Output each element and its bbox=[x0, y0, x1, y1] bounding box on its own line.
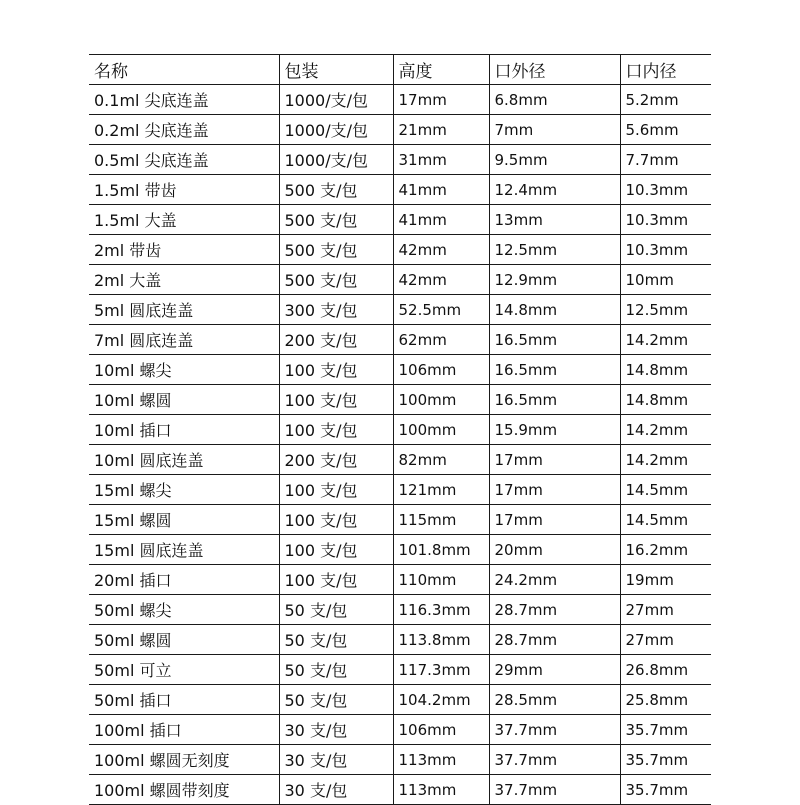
cell-packaging: 100 支/包 bbox=[279, 505, 393, 535]
cell-height: 104.2mm bbox=[393, 685, 489, 715]
cell-packaging: 500 支/包 bbox=[279, 265, 393, 295]
cell-inner-diameter: 16.2mm bbox=[620, 535, 711, 565]
cell-inner-diameter: 14.2mm bbox=[620, 445, 711, 475]
table-row bbox=[89, 115, 711, 145]
cell-outer-diameter: 28.7mm bbox=[489, 595, 620, 625]
table-row bbox=[89, 655, 711, 685]
cell-packaging: 300 支/包 bbox=[279, 295, 393, 325]
cell-packaging: 500 支/包 bbox=[279, 175, 393, 205]
table-row bbox=[89, 355, 711, 385]
cell-outer-diameter: 28.5mm bbox=[489, 685, 620, 715]
cell-inner-diameter: 27mm bbox=[620, 595, 711, 625]
cell-inner-diameter: 14.2mm bbox=[620, 415, 711, 445]
cell-outer-diameter: 16.5mm bbox=[489, 385, 620, 415]
table-row bbox=[89, 145, 711, 175]
cell-name: 5ml 圆底连盖 bbox=[89, 295, 279, 325]
cell-packaging: 50 支/包 bbox=[279, 625, 393, 655]
header-name: 名称 bbox=[89, 55, 279, 85]
cell-packaging: 30 支/包 bbox=[279, 715, 393, 745]
cell-packaging: 50 支/包 bbox=[279, 595, 393, 625]
cell-packaging: 30 支/包 bbox=[279, 745, 393, 775]
cell-name: 50ml 可立 bbox=[89, 655, 279, 685]
cell-height: 42mm bbox=[393, 265, 489, 295]
cell-name: 100ml 螺圆无刻度 bbox=[89, 745, 279, 775]
cell-outer-diameter: 15.9mm bbox=[489, 415, 620, 445]
cell-outer-diameter: 14.8mm bbox=[489, 295, 620, 325]
cell-inner-diameter: 35.7mm bbox=[620, 715, 711, 745]
cell-outer-diameter: 12.4mm bbox=[489, 175, 620, 205]
cell-height: 62mm bbox=[393, 325, 489, 355]
table-row bbox=[89, 235, 711, 265]
cell-name: 0.2ml 尖底连盖 bbox=[89, 115, 279, 145]
cell-height: 113mm bbox=[393, 745, 489, 775]
cell-inner-diameter: 12.5mm bbox=[620, 295, 711, 325]
cell-packaging: 100 支/包 bbox=[279, 565, 393, 595]
cell-name: 100ml 插口 bbox=[89, 715, 279, 745]
cell-inner-diameter: 7.7mm bbox=[620, 145, 711, 175]
cell-outer-diameter: 37.7mm bbox=[489, 715, 620, 745]
cell-height: 117.3mm bbox=[393, 655, 489, 685]
cell-name: 10ml 圆底连盖 bbox=[89, 445, 279, 475]
cell-outer-diameter: 17mm bbox=[489, 475, 620, 505]
cell-packaging: 100 支/包 bbox=[279, 475, 393, 505]
cell-name: 15ml 圆底连盖 bbox=[89, 535, 279, 565]
cell-height: 121mm bbox=[393, 475, 489, 505]
table-row bbox=[89, 445, 711, 475]
table-row bbox=[89, 295, 711, 325]
table-row bbox=[89, 205, 711, 235]
cell-outer-diameter: 16.5mm bbox=[489, 355, 620, 385]
table-row bbox=[89, 475, 711, 505]
cell-inner-diameter: 26.8mm bbox=[620, 655, 711, 685]
cell-name: 15ml 螺尖 bbox=[89, 475, 279, 505]
cell-height: 110mm bbox=[393, 565, 489, 595]
cell-name: 100ml 螺圆带刻度 bbox=[89, 775, 279, 805]
table-row bbox=[89, 745, 711, 775]
cell-packaging: 200 支/包 bbox=[279, 325, 393, 355]
cell-inner-diameter: 35.7mm bbox=[620, 775, 711, 805]
cell-name: 7ml 圆底连盖 bbox=[89, 325, 279, 355]
cell-name: 50ml 螺尖 bbox=[89, 595, 279, 625]
header-outer-diameter: 口外径 bbox=[489, 55, 620, 85]
table-row bbox=[89, 325, 711, 355]
table-row bbox=[89, 535, 711, 565]
cell-inner-diameter: 10.3mm bbox=[620, 175, 711, 205]
tube-spec-table bbox=[89, 54, 711, 805]
cell-height: 106mm bbox=[393, 355, 489, 385]
cell-name: 15ml 螺圆 bbox=[89, 505, 279, 535]
cell-name: 2ml 带齿 bbox=[89, 235, 279, 265]
cell-name: 1.5ml 带齿 bbox=[89, 175, 279, 205]
cell-packaging: 100 支/包 bbox=[279, 415, 393, 445]
cell-inner-diameter: 10.3mm bbox=[620, 235, 711, 265]
cell-inner-diameter: 14.5mm bbox=[620, 475, 711, 505]
cell-outer-diameter: 16.5mm bbox=[489, 325, 620, 355]
spec-table-container bbox=[89, 54, 711, 805]
table-row bbox=[89, 175, 711, 205]
header-inner-diameter: 口内径 bbox=[620, 55, 711, 85]
cell-inner-diameter: 25.8mm bbox=[620, 685, 711, 715]
cell-height: 115mm bbox=[393, 505, 489, 535]
cell-inner-diameter: 14.8mm bbox=[620, 355, 711, 385]
cell-inner-diameter: 10.3mm bbox=[620, 205, 711, 235]
cell-packaging: 1000/支/包 bbox=[279, 145, 393, 175]
cell-name: 10ml 螺尖 bbox=[89, 355, 279, 385]
cell-outer-diameter: 9.5mm bbox=[489, 145, 620, 175]
cell-height: 21mm bbox=[393, 115, 489, 145]
cell-inner-diameter: 19mm bbox=[620, 565, 711, 595]
cell-packaging: 50 支/包 bbox=[279, 685, 393, 715]
cell-outer-diameter: 37.7mm bbox=[489, 775, 620, 805]
cell-inner-diameter: 27mm bbox=[620, 625, 711, 655]
table-row bbox=[89, 505, 711, 535]
cell-packaging: 100 支/包 bbox=[279, 535, 393, 565]
cell-outer-diameter: 7mm bbox=[489, 115, 620, 145]
cell-name: 1.5ml 大盖 bbox=[89, 205, 279, 235]
cell-packaging: 1000/支/包 bbox=[279, 115, 393, 145]
header-height: 高度 bbox=[393, 55, 489, 85]
cell-height: 100mm bbox=[393, 385, 489, 415]
table-row bbox=[89, 415, 711, 445]
cell-packaging: 200 支/包 bbox=[279, 445, 393, 475]
cell-outer-diameter: 17mm bbox=[489, 505, 620, 535]
table-row bbox=[89, 595, 711, 625]
cell-packaging: 30 支/包 bbox=[279, 775, 393, 805]
cell-name: 10ml 螺圆 bbox=[89, 385, 279, 415]
cell-height: 113mm bbox=[393, 775, 489, 805]
cell-outer-diameter: 12.5mm bbox=[489, 235, 620, 265]
cell-height: 17mm bbox=[393, 85, 489, 115]
cell-height: 116.3mm bbox=[393, 595, 489, 625]
cell-packaging: 500 支/包 bbox=[279, 205, 393, 235]
cell-outer-diameter: 29mm bbox=[489, 655, 620, 685]
table-row bbox=[89, 565, 711, 595]
cell-height: 41mm bbox=[393, 175, 489, 205]
cell-name: 0.1ml 尖底连盖 bbox=[89, 85, 279, 115]
table-row bbox=[89, 685, 711, 715]
cell-height: 100mm bbox=[393, 415, 489, 445]
cell-inner-diameter: 14.8mm bbox=[620, 385, 711, 415]
cell-packaging: 500 支/包 bbox=[279, 235, 393, 265]
cell-height: 31mm bbox=[393, 145, 489, 175]
cell-packaging: 100 支/包 bbox=[279, 355, 393, 385]
table-row bbox=[89, 715, 711, 745]
cell-name: 2ml 大盖 bbox=[89, 265, 279, 295]
cell-height: 101.8mm bbox=[393, 535, 489, 565]
cell-outer-diameter: 28.7mm bbox=[489, 625, 620, 655]
table-row bbox=[89, 265, 711, 295]
table-row bbox=[89, 85, 711, 115]
cell-packaging: 100 支/包 bbox=[279, 385, 393, 415]
cell-inner-diameter: 5.2mm bbox=[620, 85, 711, 115]
cell-height: 42mm bbox=[393, 235, 489, 265]
cell-outer-diameter: 12.9mm bbox=[489, 265, 620, 295]
cell-name: 0.5ml 尖底连盖 bbox=[89, 145, 279, 175]
table-row bbox=[89, 385, 711, 415]
table-row bbox=[89, 625, 711, 655]
table-header-row bbox=[89, 55, 711, 85]
table-row bbox=[89, 775, 711, 805]
cell-inner-diameter: 5.6mm bbox=[620, 115, 711, 145]
cell-inner-diameter: 35.7mm bbox=[620, 745, 711, 775]
cell-height: 52.5mm bbox=[393, 295, 489, 325]
cell-outer-diameter: 37.7mm bbox=[489, 745, 620, 775]
cell-name: 50ml 插口 bbox=[89, 685, 279, 715]
cell-name: 20ml 插口 bbox=[89, 565, 279, 595]
cell-outer-diameter: 17mm bbox=[489, 445, 620, 475]
cell-name: 50ml 螺圆 bbox=[89, 625, 279, 655]
cell-outer-diameter: 20mm bbox=[489, 535, 620, 565]
cell-packaging: 50 支/包 bbox=[279, 655, 393, 685]
cell-outer-diameter: 6.8mm bbox=[489, 85, 620, 115]
cell-inner-diameter: 10mm bbox=[620, 265, 711, 295]
cell-height: 82mm bbox=[393, 445, 489, 475]
cell-height: 113.8mm bbox=[393, 625, 489, 655]
cell-height: 106mm bbox=[393, 715, 489, 745]
cell-outer-diameter: 24.2mm bbox=[489, 565, 620, 595]
cell-outer-diameter: 13mm bbox=[489, 205, 620, 235]
cell-name: 10ml 插口 bbox=[89, 415, 279, 445]
cell-height: 41mm bbox=[393, 205, 489, 235]
cell-inner-diameter: 14.5mm bbox=[620, 505, 711, 535]
cell-inner-diameter: 14.2mm bbox=[620, 325, 711, 355]
header-packaging: 包装 bbox=[279, 55, 393, 85]
cell-packaging: 1000/支/包 bbox=[279, 85, 393, 115]
